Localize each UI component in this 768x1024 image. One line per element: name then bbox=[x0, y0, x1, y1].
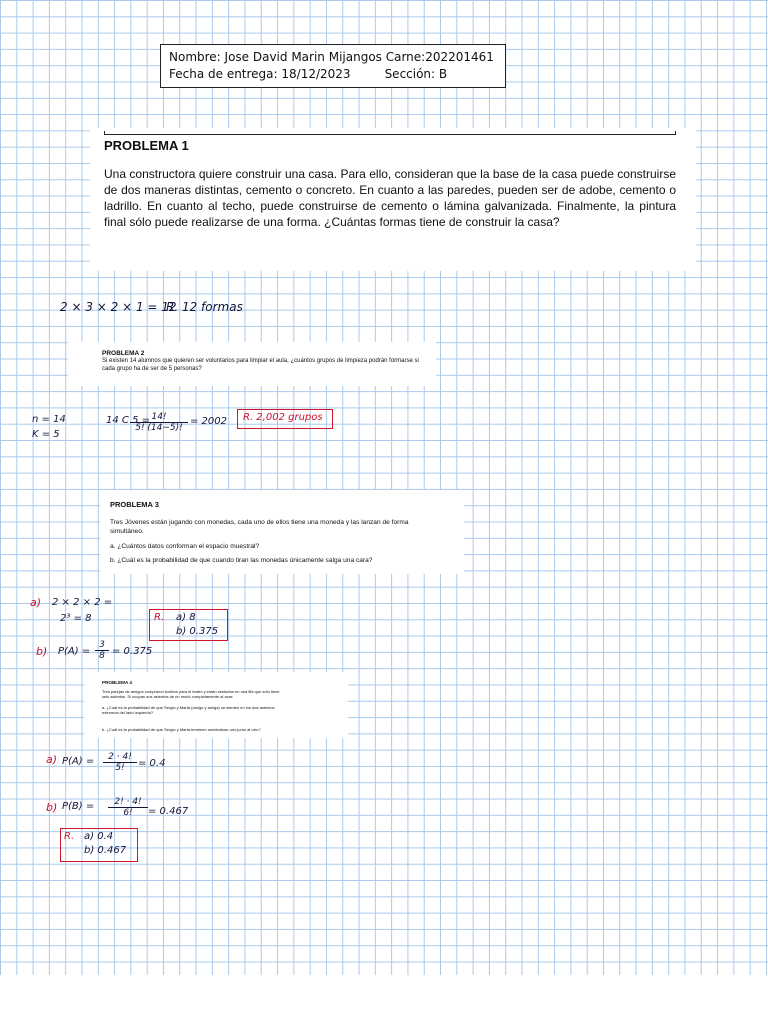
given-k: K = 5 bbox=[32, 429, 60, 440]
problem-3-label-b: b) bbox=[36, 645, 48, 658]
fraction-denominator: 5! (14−5)! bbox=[135, 423, 183, 433]
problem-4-result-b: = 0.467 bbox=[148, 806, 189, 817]
problem-3-title: PROBLEMA 3 bbox=[110, 500, 159, 509]
problem-4-label-a: a) bbox=[46, 753, 58, 766]
problem-4-title: PROBLEMA 4 bbox=[102, 680, 132, 685]
problem-4-result-a: = 0.4 bbox=[138, 758, 166, 769]
problem-4-question-a-2: extremos del lado izquierdo? bbox=[102, 710, 154, 715]
problem-4-question-a-1: a. ¿Cuál es la probabilidad de que Sergio y Marta (amigo y amiga) se sienten en los dos asientos bbox=[102, 705, 275, 710]
problem-4-statement-1: Tres parejas de amigos compraron boletos para el teatro y están sentados en una fila que sólo tiene bbox=[102, 689, 280, 694]
problem-3-label-a: a) bbox=[30, 596, 42, 609]
fraction-numerator: 3 bbox=[95, 640, 109, 651]
fraction-denominator: 5! bbox=[115, 763, 125, 773]
problem-1-card bbox=[90, 128, 696, 271]
problem-2-statement: Si existen 14 alumnos que quieren ser voluntarios para limpiar el aula, ¿cuántos grupos de limpieza podrán formarse si cada grupo ha de ser de 5 personas? bbox=[102, 358, 419, 372]
problem-3-card bbox=[100, 490, 464, 574]
combination-fraction bbox=[130, 412, 188, 433]
problem-3-result-b: = 0.375 bbox=[112, 646, 153, 657]
problem-1-statement: Una constructora quiere construir una casa. Para ello, consideran que la base de la casa puede construirse de dos maneras distintas, cemento o concreto. En cuanto a las paredes, pueden ser de adobe, cemento o ladrillo. En cuanto al techo, puede construirse de cemento o lámina galvanizada. Finalmente, la pintura final sólo puede realizarse de una forma. ¿Cuántas formas tiene de construir la casa? bbox=[104, 167, 676, 229]
fraction-denominator: 6! bbox=[123, 808, 133, 818]
problem-3-statement-2: simultáneo. bbox=[110, 528, 144, 535]
problem-3-statement-1: Tres Jóvenes están jugando con monedas, cada uno de ellos tiene una moneda y las lanzan de forma bbox=[110, 519, 409, 526]
fraction-numerator: 14! bbox=[130, 412, 188, 423]
problem-3-question-a: a. ¿Cuántos datos conforman el espacio muestral? bbox=[110, 543, 260, 550]
problem-2-answer: R. 2,002 grupos bbox=[243, 412, 323, 423]
probability-fraction-b bbox=[108, 797, 148, 818]
fraction-denominator: 8 bbox=[99, 651, 105, 661]
student-info-box bbox=[160, 44, 506, 88]
divider bbox=[104, 134, 676, 135]
probability-fraction-a bbox=[103, 752, 137, 773]
problem-4-work-a: P(A) = bbox=[62, 756, 95, 767]
problem-4-statement-2: seis asientos. Si ocupan sus asientos de un modo completamente al azar: bbox=[102, 694, 234, 699]
answer-r-label: R. bbox=[154, 612, 165, 623]
probability-fraction bbox=[95, 640, 109, 661]
problem-3-question-b: b. ¿Cuál es la probabilidad de que cuando tiran las monedas únicamente salga una cara? bbox=[110, 557, 373, 564]
problem-3-answer-b: b) 0.375 bbox=[176, 626, 219, 637]
problem-2-title: PROBLEMA 2 bbox=[102, 350, 145, 357]
problem-4-answer-a: a) 0.4 bbox=[84, 831, 114, 842]
delivery-date: Fecha de entrega: 18/12/2023 bbox=[169, 67, 351, 81]
problem-4-work-b: P(B) = bbox=[62, 801, 95, 812]
student-name-carne: Nombre: Jose David Marin Mijangos Carne:202201461 bbox=[169, 50, 494, 64]
problem-4-label-b: b) bbox=[46, 801, 58, 814]
problem-4-question-b: b. ¿Cuál es la probabilidad de que Sergio y Marta terminen sentándose uno junto al otro? bbox=[102, 727, 261, 732]
problem-3-work-a-1: 2 × 2 × 2 = bbox=[52, 597, 113, 608]
answer-r-label: R. bbox=[64, 831, 75, 842]
problem-2-result: = 2002 bbox=[190, 416, 228, 427]
problem-1-title: PROBLEMA 1 bbox=[104, 138, 189, 153]
section: Sección: B bbox=[384, 67, 448, 81]
fraction-numerator: 2 · 4! bbox=[103, 752, 137, 763]
problem-2-card bbox=[68, 342, 436, 386]
problem-1-answer: R. 12 formas bbox=[166, 300, 243, 314]
given-n: n = 14 bbox=[32, 414, 66, 425]
problem-1-work: 2 × 3 × 2 × 1 = 12 bbox=[60, 300, 177, 314]
fraction-numerator: 2! · 4! bbox=[108, 797, 148, 808]
problem-3-answer-a: a) 8 bbox=[176, 612, 196, 623]
problem-4-card bbox=[84, 672, 348, 738]
problem-3-work-b: P(A) = bbox=[58, 646, 91, 657]
problem-4-answer-b: b) 0.467 bbox=[84, 845, 127, 856]
problem-3-work-a-2: 2³ = 8 bbox=[60, 613, 92, 624]
combination-label: 14 C 5 = bbox=[106, 415, 150, 426]
